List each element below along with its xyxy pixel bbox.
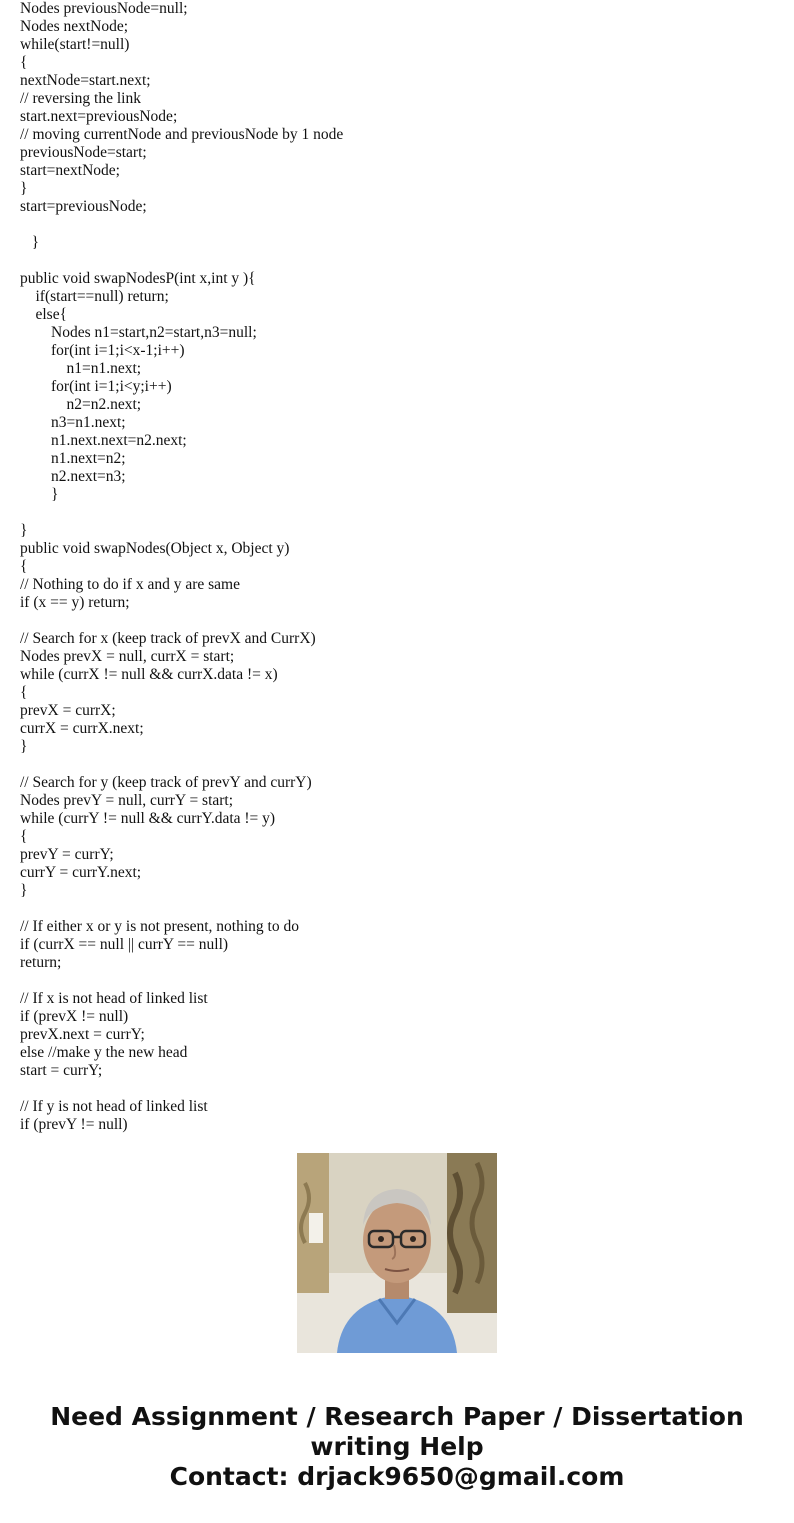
contact-banner	[0, 1402, 794, 1492]
code-line	[20, 1080, 343, 1098]
code-line: // Search for y (keep track of prevY and currY)	[20, 774, 312, 791]
code-line	[20, 756, 343, 774]
code-line: start=nextNode;	[20, 162, 120, 179]
code-line: {	[20, 558, 28, 575]
code-line: Nodes previousNode=null;	[20, 0, 188, 17]
code-line: Nodes n1=start,n2=start,n3=null;	[20, 324, 257, 341]
author-photo	[297, 1153, 497, 1353]
code-line: for(int i=1;i<x-1;i++)	[20, 342, 185, 359]
code-line	[20, 612, 343, 630]
code-line: start=previousNode;	[20, 198, 147, 215]
code-line: Nodes prevX = null, currX = start;	[20, 648, 235, 665]
code-line: n2.next=n3;	[20, 468, 126, 485]
code-line: {	[20, 684, 28, 701]
code-line: public void swapNodesP(int x,int y ){	[20, 270, 256, 287]
code-line: prevX = currX;	[20, 702, 116, 719]
code-line: prevX.next = currY;	[20, 1026, 145, 1043]
code-line: return;	[20, 954, 62, 971]
banner-contact-line: Contact: drjack9650@gmail.com	[169, 1462, 625, 1491]
code-line: // Search for x (keep track of prevX and CurrX)	[20, 630, 316, 647]
code-line: // If either x or y is not present, nothing to do	[20, 918, 299, 935]
code-line: if (currX == null || currY == null)	[20, 936, 229, 953]
code-line: {	[20, 828, 28, 845]
code-line: else //make y the new head	[20, 1044, 188, 1061]
code-line: else{	[20, 306, 68, 323]
code-line: if(start==null) return;	[20, 288, 169, 305]
code-line: }	[20, 180, 28, 197]
code-line: // Nothing to do if x and y are same	[20, 576, 240, 593]
code-line: Nodes nextNode;	[20, 18, 129, 35]
code-line: n1.next=n2;	[20, 450, 126, 467]
code-line: if (prevY != null)	[20, 1116, 128, 1133]
code-line: // reversing the link	[20, 90, 141, 107]
code-line: }	[20, 738, 28, 755]
code-line	[20, 972, 343, 990]
code-line: if (x == y) return;	[20, 594, 130, 611]
code-block	[20, 0, 343, 1134]
banner-line-2: writing Help	[310, 1432, 484, 1461]
code-line: prevY = currY;	[20, 846, 114, 863]
code-line: }	[20, 234, 40, 251]
code-line: // If x is not head of linked list	[20, 990, 208, 1007]
code-line: start = currY;	[20, 1062, 103, 1079]
author-avatar	[297, 1153, 497, 1353]
code-line: // moving currentNode and previousNode by 1 node	[20, 126, 344, 143]
code-line: n1.next.next=n2.next;	[20, 432, 187, 449]
code-line: }	[20, 486, 59, 503]
code-line: n1=n1.next;	[20, 360, 142, 377]
code-line	[20, 504, 343, 522]
code-line	[20, 900, 343, 918]
code-line	[20, 216, 343, 234]
code-line: n2=n2.next;	[20, 396, 142, 413]
code-line: while (currX != null && currX.data != x)	[20, 666, 278, 683]
code-line: public void swapNodes(Object x, Object y)	[20, 540, 290, 557]
code-line: Nodes prevY = null, currY = start;	[20, 792, 234, 809]
code-line: start.next=previousNode;	[20, 108, 178, 125]
code-line	[20, 252, 343, 270]
code-line: nextNode=start.next;	[20, 72, 151, 89]
code-line: if (prevX != null)	[20, 1008, 129, 1025]
code-line: }	[20, 882, 28, 899]
code-line: while (currY != null && currY.data != y)	[20, 810, 276, 827]
code-line: }	[20, 522, 28, 539]
code-line: // If y is not head of linked list	[20, 1098, 208, 1115]
banner-line-1: Need Assignment / Research Paper / Dissertation	[50, 1402, 744, 1431]
code-line: n3=n1.next;	[20, 414, 126, 431]
code-line: for(int i=1;i<y;i++)	[20, 378, 172, 395]
code-line: {	[20, 54, 28, 71]
code-line: while(start!=null)	[20, 36, 130, 53]
code-line: previousNode=start;	[20, 144, 147, 161]
code-line: currY = currY.next;	[20, 864, 142, 881]
code-line: currX = currX.next;	[20, 720, 144, 737]
